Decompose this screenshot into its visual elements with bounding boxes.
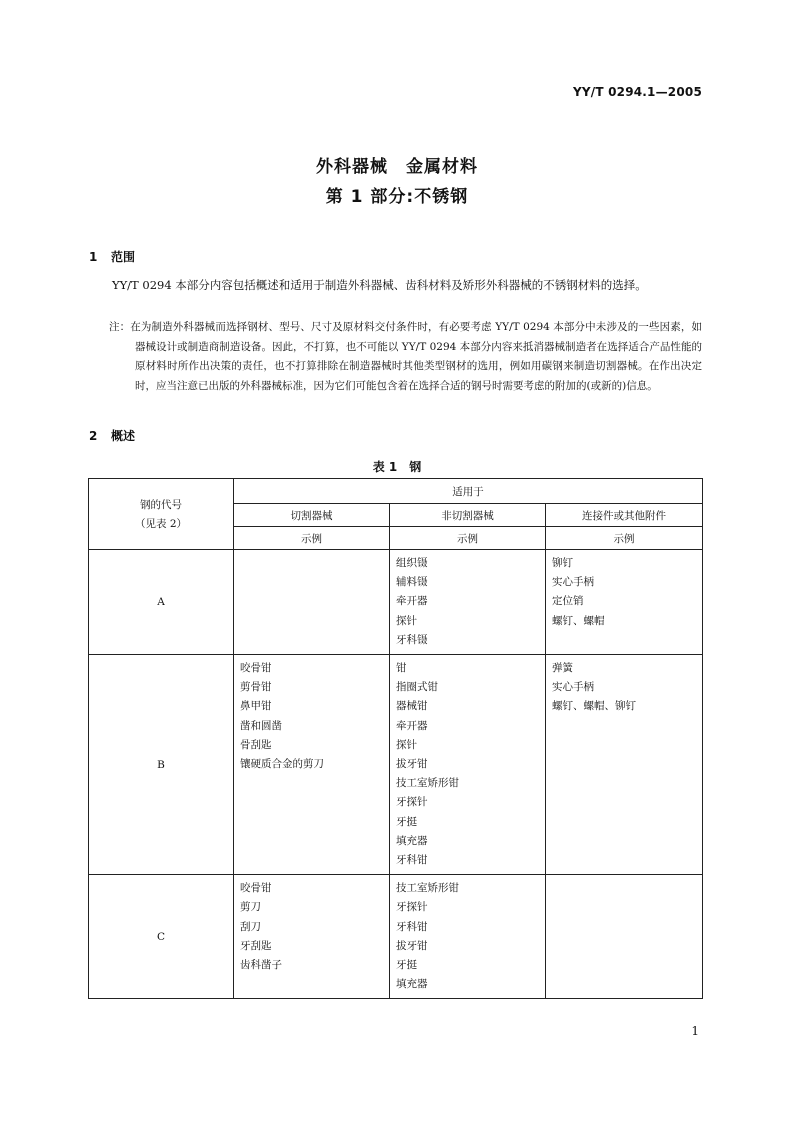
list-item: 组织镊	[396, 557, 428, 569]
steel-grade: B	[89, 655, 234, 875]
list-item: 咬骨钳	[240, 662, 272, 675]
header-example: 示例	[234, 527, 390, 550]
header-steel-code	[89, 479, 234, 550]
header-example: 示例	[390, 527, 546, 550]
list-item: 指圈式钳	[396, 681, 438, 694]
list-item: 探针	[396, 738, 417, 751]
list-item: 牵开器	[396, 719, 428, 732]
steel-table	[88, 478, 703, 999]
section-heading-scope	[89, 248, 135, 265]
header-connectors: 连接件或其他附件	[546, 504, 703, 527]
non-cutting-instruments-list	[390, 655, 546, 875]
scope-note: 注：在为制造外科器械而选择钢材、型号、尺寸及原材料交付条件时，有必要考虑 YY/T 0294 本部分中未涉及的一些因素，如器械设计或制造商制造设备。因此，不打算，也不可能以 YY/T 0294 本部分内容来抵消器械制造者在选择适合产品性能的原材料时所作出决策的责任，也不打算排除在制造器械时其他类型钢材的选用，例如用碳钢来制造切割器械。在作出决定时，应当注意已出版的外科器械标准，因为它们可能包含着在选择合适的钢号时需要考虑的附加的(或新的)信息。	[109, 321, 702, 392]
list-item: 拔牙钳	[396, 939, 428, 952]
list-item: 牙探针	[396, 796, 428, 809]
standard-code: YY/T 0294.1—2005	[572, 85, 702, 99]
page-number: 1	[691, 1024, 699, 1038]
steel-grade: A	[89, 550, 234, 655]
list-item: 牵开器	[396, 595, 428, 608]
list-item: 牙科镊	[396, 633, 428, 646]
list-item: 技工室矫形钳	[396, 882, 459, 895]
non-cutting-instruments-list	[390, 550, 546, 655]
list-item: 螺钉、螺帽、铆钉	[552, 700, 636, 713]
connectors-list	[546, 550, 703, 655]
list-item: 弹簧	[552, 662, 573, 675]
header-applicable: 适用于	[234, 479, 703, 504]
cutting-instruments-list	[234, 655, 390, 875]
list-item: 牙科钳	[396, 920, 428, 933]
list-item: 铆钉	[552, 557, 573, 569]
connectors-list	[546, 655, 703, 875]
list-item: 牙挺	[396, 815, 417, 828]
section-title: 范围	[111, 250, 136, 264]
section-heading-overview	[89, 427, 135, 444]
non-cutting-instruments-list	[390, 875, 546, 999]
list-item: 齿科凿子	[240, 959, 282, 972]
list-item: 实心手柄	[552, 576, 594, 589]
list-item: 螺钉、螺帽	[552, 614, 605, 627]
table-row	[89, 875, 703, 999]
header-steel-code-label: 钢的代号	[140, 499, 182, 511]
connectors-list	[546, 875, 703, 999]
list-item: 牙挺	[396, 959, 417, 972]
section-number: 2	[89, 429, 98, 443]
list-item: 实心手柄	[552, 681, 594, 694]
list-item: 器械钳	[396, 700, 428, 713]
list-item: 填充器	[396, 834, 428, 847]
header-example: 示例	[546, 527, 703, 550]
list-item: 辅料镊	[396, 576, 428, 589]
header-steel-code-ref: （见表 2）	[134, 518, 188, 530]
list-item: 钳	[396, 662, 407, 675]
cutting-instruments-list	[234, 875, 390, 999]
list-item: 牙刮匙	[240, 939, 272, 952]
list-item: 牙探针	[396, 901, 428, 914]
list-item: 探针	[396, 614, 417, 627]
document-title-line1: 外科器械 金属材料	[316, 157, 478, 177]
document-title-line2: 第 1 部分:不锈钢	[325, 187, 469, 207]
list-item: 剪骨钳	[240, 681, 272, 694]
list-item: 剪刀	[240, 901, 261, 914]
table-row	[89, 550, 703, 655]
list-item: 定位销	[552, 595, 584, 608]
list-item: 咬骨钳	[240, 882, 272, 895]
cutting-instruments-list	[234, 550, 390, 655]
list-item: 骨刮匙	[240, 738, 272, 751]
list-item: 镶硬质合金的剪刀	[240, 758, 324, 771]
list-item: 填充器	[396, 978, 428, 991]
scope-paragraph: YY/T 0294 本部分内容包括概述和适用于制造外科器械、齿科材料及矫形外科器械的不锈钢材料的选择。	[112, 278, 647, 292]
list-item: 拔牙钳	[396, 758, 428, 771]
steel-grade: C	[89, 875, 234, 999]
header-cutting: 切割器械	[234, 504, 390, 527]
list-item: 凿和圆凿	[240, 719, 282, 732]
section-title: 概述	[111, 429, 136, 443]
list-item: 刮刀	[240, 920, 261, 933]
list-item: 牙科钳	[396, 854, 428, 867]
table-caption: 表 1 钢	[372, 460, 422, 474]
header-non-cutting: 非切割器械	[390, 504, 546, 527]
section-number: 1	[89, 250, 98, 264]
table-row	[89, 655, 703, 875]
list-item: 鼻甲钳	[240, 700, 272, 713]
list-item: 技工室矫形钳	[396, 777, 459, 790]
